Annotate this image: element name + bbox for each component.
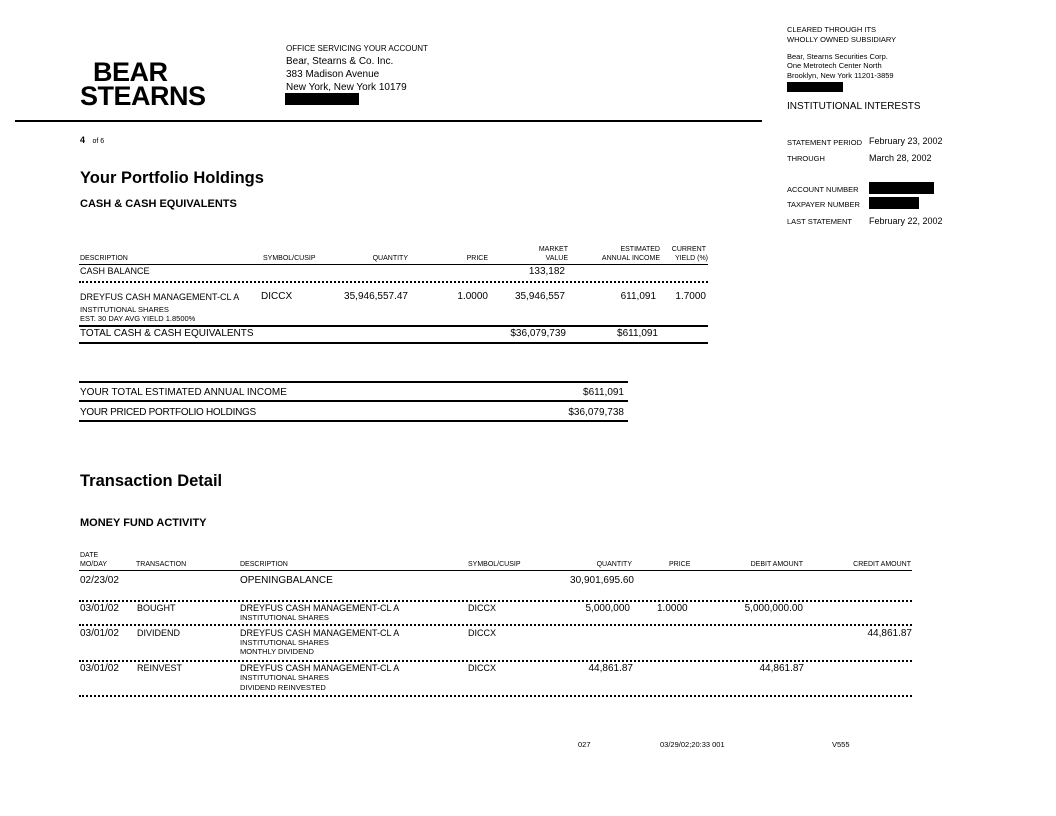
account-name: INSTITUTIONAL INTERESTS: [787, 101, 921, 112]
summary-bottom-rule: [79, 420, 628, 422]
logo-line-2: STEARNS: [80, 81, 206, 111]
tx-header-description: DESCRIPTION: [240, 561, 288, 568]
clearing-corp: Bear, Stearns Securities Corp.: [787, 52, 888, 61]
tx-row-4-symbol: DICCX: [468, 663, 497, 673]
tx-row-3-date: 03/01/02: [80, 628, 119, 639]
tx-row-4-quantity: 44,861.87: [588, 663, 633, 674]
fund-yield: 1.7000: [675, 291, 706, 302]
through-label: THROUGH: [787, 154, 825, 163]
transaction-detail-title: Transaction Detail: [80, 472, 223, 490]
redacted-taxpayer-number: [869, 197, 919, 209]
last-statement-date: February 22, 2002: [869, 216, 943, 226]
tx-row-4-debit: 44,861.87: [759, 663, 804, 674]
fund-symbol: DICCX: [261, 291, 293, 302]
tx-row-4-type: REINVEST: [137, 663, 183, 673]
col-header-yield-1: CURRENT: [671, 246, 706, 253]
priced-holdings-label: YOUR PRICED PORTFOLIO HOLDINGS: [80, 407, 256, 418]
office-name: Bear, Stearns & Co. Inc.: [286, 56, 394, 67]
last-statement-label: LAST STATEMENT: [787, 217, 853, 226]
logo-line-1: BEAR: [93, 57, 168, 87]
cash-balance-dotted-rule: [79, 281, 708, 283]
tx-row-3-rule: [79, 660, 912, 662]
tx-row-1-rule: [79, 600, 912, 602]
header-divider: [15, 120, 762, 122]
redacted-account-number: [869, 182, 934, 194]
taxpayer-number-label: TAXPAYER NUMBER: [787, 200, 860, 209]
total-estimated-income-value: $611,091: [583, 387, 624, 398]
tx-row-2-type: BOUGHT: [137, 603, 176, 613]
page-indicator: [80, 130, 104, 148]
fund-market-value: 35,946,557: [514, 291, 565, 302]
statement-period-label: STATEMENT PERIOD: [787, 138, 863, 147]
fund-description: DREYFUS CASH MANAGEMENT-CL A: [80, 292, 240, 302]
tx-row-3-credit: 44,861.87: [867, 628, 912, 639]
tx-row-2-description: DREYFUS CASH MANAGEMENT-CL A: [240, 603, 400, 613]
tx-row-1-date: 02/23/02: [80, 575, 119, 586]
tx-row-4-date: 03/01/02: [80, 663, 119, 674]
statement-period-start: February 23, 2002: [869, 136, 943, 146]
redacted-clearing: [787, 82, 843, 92]
total-estimated-income-label: YOUR TOTAL ESTIMATED ANNUAL INCOME: [80, 387, 287, 398]
total-bottom-rule: [79, 342, 708, 344]
total-cash-label: TOTAL CASH & CASH EQUIVALENTS: [80, 328, 254, 339]
total-top-rule: [79, 325, 708, 327]
fund-annual-income: 611,091: [620, 291, 656, 302]
tx-row-4-rule: [79, 695, 912, 697]
tx-row-4-description-3: DIVIDEND REINVESTED: [240, 683, 326, 692]
tx-row-4-description-2: INSTITUTIONAL SHARES: [240, 673, 329, 682]
tx-row-2-date: 03/01/02: [80, 603, 119, 614]
summary-mid-rule: [79, 400, 628, 402]
statement-period-end: March 28, 2002: [869, 153, 932, 163]
total-annual-income: $611,091: [617, 328, 658, 339]
tx-row-2-price: 1.0000: [657, 603, 688, 614]
tx-row-2-description-2: INSTITUTIONAL SHARES: [240, 613, 329, 622]
page-total: of 6: [92, 138, 105, 145]
footer-code-2: V555: [832, 740, 850, 749]
money-fund-activity-heading: MONEY FUND ACTIVITY: [80, 517, 207, 529]
tx-header-quantity: QUANTITY: [596, 561, 632, 568]
tx-header-credit: CREDIT AMOUNT: [853, 561, 911, 568]
tx-header-date-1: DATE: [80, 552, 99, 559]
col-header-market-2: VALUE: [545, 255, 568, 262]
col-header-income-2: ANNUAL INCOME: [601, 255, 660, 262]
tx-row-1-quantity: 30,901,695.60: [570, 575, 634, 586]
clearing-street: One Metrotech Center North: [787, 61, 882, 70]
col-header-price: PRICE: [466, 255, 488, 262]
tx-row-3-description-3: MONTHLY DIVIDEND: [240, 647, 314, 656]
col-header-description: DESCRIPTION: [80, 255, 128, 262]
tx-row-4-description: DREYFUS CASH MANAGEMENT-CL A: [240, 663, 400, 673]
tx-row-2-symbol: DICCX: [468, 603, 497, 613]
col-header-market-1: MARKET: [538, 246, 568, 253]
tx-header-transaction: TRANSACTION: [136, 561, 187, 568]
footer-code-1: 027: [578, 740, 591, 749]
tx-row-2-debit: 5,000,000.00: [744, 603, 803, 614]
tx-header-price: PRICE: [669, 561, 691, 568]
fund-price: 1.0000: [457, 291, 488, 302]
tx-row-2-quantity: 5,000,000: [585, 603, 630, 614]
tx-header-debit: DEBIT AMOUNT: [750, 561, 803, 568]
total-market-value: $36,079,739: [510, 328, 566, 339]
tx-header-rule: [79, 570, 912, 571]
cash-balance-value: 133,182: [528, 266, 565, 277]
account-number-label: ACCOUNT NUMBER: [787, 185, 859, 194]
tx-row-3-symbol: DICCX: [468, 628, 497, 638]
redacted-zip-extension: [285, 93, 359, 105]
tx-row-3-description-2: INSTITUTIONAL SHARES: [240, 638, 329, 647]
tx-row-2-rule: [79, 624, 912, 626]
col-header-symbol: SYMBOL/CUSIP: [263, 255, 316, 262]
clearing-line-1: CLEARED THROUGH ITS: [787, 25, 877, 34]
cash-equivalents-heading: CASH & CASH EQUIVALENTS: [80, 198, 237, 210]
footer-timestamp: 03/29/02;20:33 001: [660, 740, 725, 749]
clearing-city: Brooklyn, New York 11201-3859: [787, 71, 894, 80]
bear-stearns-logo: [80, 57, 206, 111]
col-header-quantity: QUANTITY: [372, 255, 408, 262]
tx-row-3-type: DIVIDEND: [137, 628, 181, 638]
office-heading: OFFICE SERVICING YOUR ACCOUNT: [286, 44, 428, 53]
office-city: New York, New York 10179: [286, 82, 407, 93]
fund-quantity: 35,946,557.47: [344, 291, 408, 302]
priced-holdings-value: $36,079,738: [568, 407, 624, 418]
clearing-line-2: WHOLLY OWNED SUBSIDIARY: [787, 35, 897, 44]
tx-header-date-2: MO/DAY: [80, 561, 108, 568]
col-header-income-1: ESTIMATED: [620, 246, 660, 253]
tx-header-symbol: SYMBOL/CUSIP: [468, 561, 521, 568]
holdings-header-rule: [79, 264, 708, 265]
page-number: 4: [80, 135, 86, 145]
tx-row-1-description: OPENINGBALANCE: [240, 575, 333, 586]
col-header-yield-2: YIELD (%): [674, 255, 708, 262]
tx-row-3-description: DREYFUS CASH MANAGEMENT-CL A: [240, 628, 400, 638]
portfolio-holdings-title: Your Portfolio Holdings: [80, 169, 264, 187]
fund-avg-yield: EST. 30 DAY AVG YIELD 1.8500%: [80, 314, 196, 323]
fund-share-class: INSTITUTIONAL SHARES: [80, 305, 169, 314]
cash-balance-label: CASH BALANCE: [80, 266, 150, 276]
office-street: 383 Madison Avenue: [286, 69, 380, 80]
summary-top-rule: [79, 381, 628, 383]
